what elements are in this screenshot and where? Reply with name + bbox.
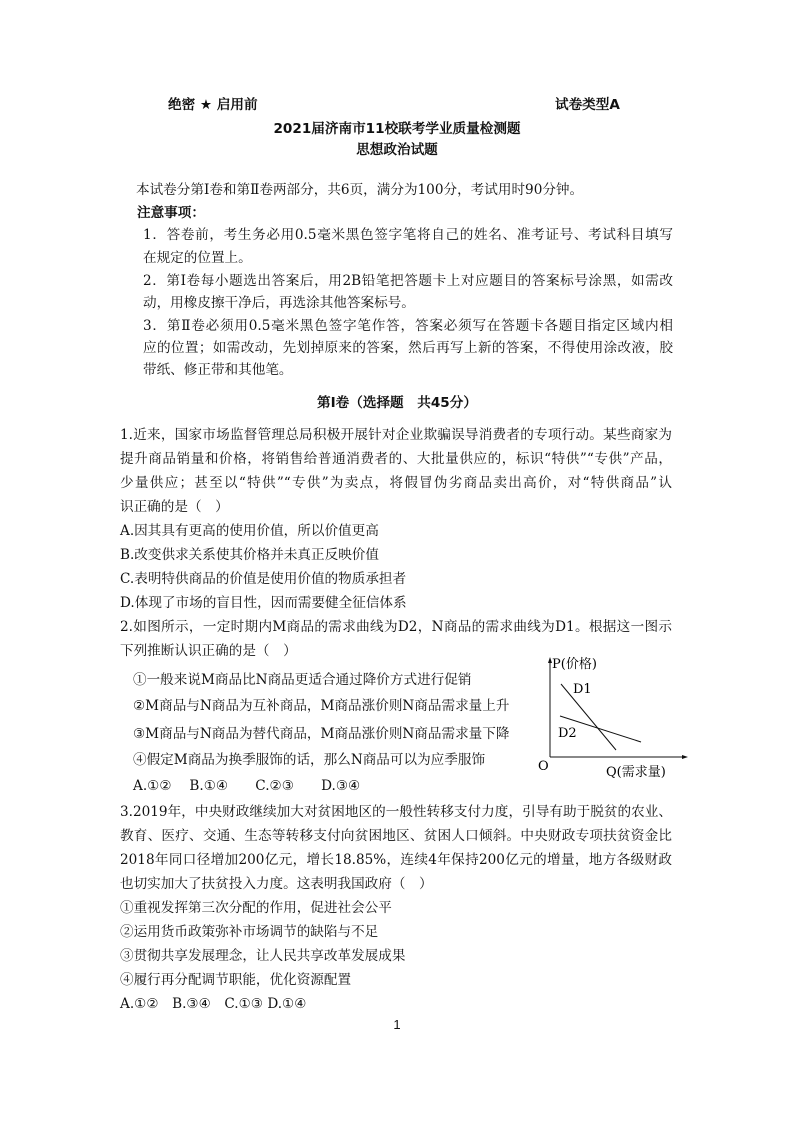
q2-item: ③M商品与N商品为替代商品，M商品涨价则N商品需求量下降 bbox=[133, 726, 510, 742]
demand-curve-diagram bbox=[530, 652, 690, 782]
q1-option-c: C.表明特供商品的价值是使用价值的物质承担者 bbox=[120, 571, 407, 587]
q1-line: 少量供应；甚至以“特供”“专供”为卖点，将假冒伪劣商品卖出高价，对“特供商品”认 bbox=[120, 475, 672, 491]
intro: 本试卷分第Ⅰ卷和第Ⅱ卷两部分，共6页，满分为100分，考试用时90分钟。 bbox=[136, 182, 584, 198]
q1-line: 识正确的是（ ） bbox=[120, 499, 229, 515]
note-line: 1．答卷前，考生务必用0.5毫米黑色签字笔将自己的姓名、准考证号、考试科目填写 bbox=[143, 227, 673, 243]
note-line: 3．第Ⅱ卷必须用0.5毫米黑色签字笔作答，答案必须写在答题卡各题目指定区域内相 bbox=[143, 318, 673, 334]
origin-label: O bbox=[538, 759, 549, 774]
page-number: 1 bbox=[393, 1017, 401, 1032]
section-heading: 第Ⅰ卷（选择题 共45分） bbox=[317, 395, 477, 411]
q3-item: ④履行再分配调节职能，优化资源配置 bbox=[120, 972, 352, 988]
q3-line: 也切实加大了扶贫投入力度。这表明我国政府（ ） bbox=[120, 876, 433, 892]
q3-options: A.①② B.③④ C.①③ D.①④ bbox=[120, 996, 307, 1012]
exam-subtitle: 思想政治试题 bbox=[356, 142, 438, 158]
q1-line: 提升商品销量和价格，将销售给普通消费者的、大批量供应的，标识“特供”“专供”产品， bbox=[120, 451, 672, 467]
q3-item: ①重视发挥第三次分配的作用，促进社会公平 bbox=[120, 900, 392, 916]
x-axis-label: Q(需求量) bbox=[606, 765, 666, 780]
y-axis-label: P(价格) bbox=[552, 657, 597, 672]
confidential-label: 绝密 ★ 启用前 bbox=[168, 97, 258, 113]
notes-heading: 注意事项： bbox=[137, 205, 205, 221]
q2-options: A.①② B.①④ C.②③ D.③④ bbox=[133, 778, 361, 794]
q2-item: ④假定M商品为换季服饰的话，那么N商品可以为应季服饰 bbox=[133, 752, 486, 768]
q2-item: ②M商品与N商品为互补商品，M商品涨价则N商品需求量上升 bbox=[133, 698, 510, 714]
d1-label: D1 bbox=[573, 682, 592, 697]
exam-title: 2021届济南市11校联考学业质量检测题 bbox=[273, 121, 521, 137]
q1-option-b: B.改变供求关系使其价格并未真正反映价值 bbox=[120, 547, 379, 563]
paper-type: 试卷类型A bbox=[555, 97, 620, 113]
note-line: 应的位置；如需改动，先划掉原来的答案，然后再写上新的答案，不得使用涂改液，胶 bbox=[143, 340, 673, 356]
q3-line: 2018年同口径增加200亿元，增长18.85%，连续4年保持200亿元的增量，地方各级财政 bbox=[120, 852, 672, 868]
note-line: 动，用橡皮擦干净后，再选涂其他答案标号。 bbox=[143, 295, 415, 311]
q3-item: ③贯彻共享发展理念，让人民共享改革发展成果 bbox=[120, 948, 406, 964]
q2-item: ①一般来说M商品比N商品更适合通过降价方式进行促销 bbox=[133, 672, 472, 688]
q1-option-d: D.体现了市场的盲目性，因而需要健全征信体系 bbox=[120, 595, 407, 611]
note-line: 2．第Ⅰ卷每小题选出答案后，用2B铅笔把答题卡上对应题目的答案标号涂黑，如需改 bbox=[143, 273, 673, 289]
q2-line: 下列推断认识正确的是（ ） bbox=[120, 643, 297, 659]
q2-line: 2.如图所示，一定时期内M商品的需求曲线为D2，N商品的需求曲线为D1。根据这一图示 bbox=[120, 619, 672, 635]
q3-line: 教育、医疗、交通、生态等转移支付向贫困地区、贫困人口倾斜。中央财政专项扶贫资金比 bbox=[120, 828, 672, 844]
q3-line: 3.2019年，中央财政继续加大对贫困地区的一般性转移支付力度，引导有助于脱贫的农业、 bbox=[120, 804, 672, 820]
note-line: 带纸、修正带和其他笔。 bbox=[143, 362, 293, 378]
x-axis-arrow bbox=[682, 755, 688, 759]
d2-label: D2 bbox=[558, 726, 577, 741]
q3-item: ②运用货币政策弥补市场调节的缺陷与不足 bbox=[120, 924, 379, 940]
q1-option-a: A.因其具有更高的使用价值，所以价值更高 bbox=[120, 523, 379, 539]
q1-line: 1.近来，国家市场监督管理总局积极开展针对企业欺骗误导消费者的专项行动。某些商家为 bbox=[120, 427, 672, 443]
note-line: 在规定的位置上。 bbox=[143, 250, 252, 266]
